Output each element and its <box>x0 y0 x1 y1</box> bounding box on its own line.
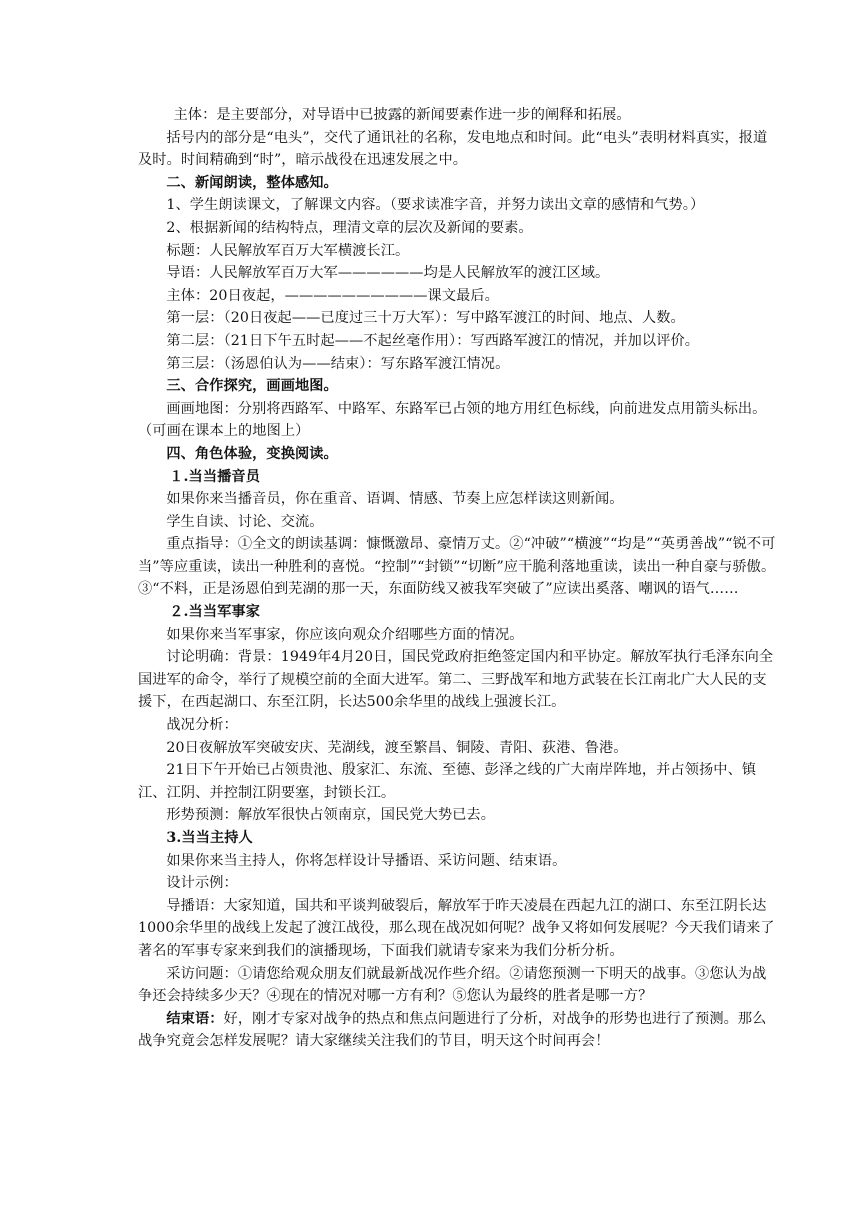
body-paragraph: 设计示例： <box>166 875 238 892</box>
closing-text: 好，刚才专家对战争的热点和焦点问题进行了分析，对战争的形势也进行了预测。那么战争究竟会怎样发展呢？请大家继续关注我们的节目，明天这个时间再会！ <box>138 1010 767 1050</box>
section-heading: 三、合作探究，画画地图。 <box>166 378 338 395</box>
body-paragraph: 讨论明确：背景：1949年4月20日，国民党政府拒绝签定国内和平协定。解放军执行毛泽东向全国进军的命令，举行了规模空前的全面大进军。第二、三野战军和地方武装在长江南北广大人民的支援下，在西起湖口、东至江阴，长达500余华里的战线上强渡长江。 <box>138 649 774 711</box>
body-paragraph: 如果你来当主持人，你将怎样设计导播语、采访问题、结束语。 <box>166 852 567 869</box>
body-paragraph: 标题：人民解放军百万大军横渡长江。 <box>166 242 410 259</box>
section-heading: 二、新闻朗读，整体感知。 <box>166 174 338 191</box>
body-paragraph: 第二层：（21日下午五时起——不起丝毫作用）：写西路军渡江的情况，并加以评价。 <box>166 332 700 349</box>
body-paragraph: 学生自读、讨论、交流。 <box>166 513 324 530</box>
section-heading: １.当当播音员 <box>169 468 260 485</box>
body-paragraph: 第一层：（20日夜起——已度过三十万大军）：写中路军渡江的时间、地点、人数。 <box>166 310 685 327</box>
body-paragraph: 2、根据新闻的结构特点，理清文章的层次及新闻的要素。 <box>166 219 533 236</box>
closing-paragraph <box>138 1008 778 1053</box>
closing-label: 结束语： <box>166 1010 224 1027</box>
body-paragraph: 20日夜解放军突破安庆、芜湖线，渡至繁昌、铜陵、青阳、荻港、鲁港。 <box>166 739 628 756</box>
body-paragraph: 主体：20日夜起，——————————课文最后。 <box>166 287 499 304</box>
body-paragraph: 重点指导：①全文的朗读基调：慷慨激昂、豪情万丈。②“冲破”“横渡”“均是”“英勇善战”“锐不可当”等应重读，读出一种胜利的喜悦。“控制”“封锁”“切断”应干脆利落地重读，读出一种自豪与骄傲。③“不料，正是汤恩伯到芜湖的那一天，东面防线又被我军突破了”应读出奚落、嘲讽的语气…… <box>138 536 776 598</box>
body-paragraph: 导语：人民解放军百万大军——————均是人民解放军的渡江区域。 <box>166 265 610 282</box>
body-paragraph: 主体：是主要部分，对导语中已披露的新闻要素作进一步的阐释和拓展。 <box>173 107 631 123</box>
document-body <box>138 104 778 1053</box>
section-heading: 四、角色体验，变换阅读。 <box>166 445 338 462</box>
body-paragraph: 画画地图：分别将西路军、中路军、东路军已占领的地方用红色标线，向前进发点用箭头标出。（可画在课本上的地图上） <box>138 400 767 440</box>
body-paragraph: 战况分析： <box>166 717 238 734</box>
body-paragraph: 如果你来当播音员，你在重音、语调、情感、节奏上应怎样读这则新闻。 <box>166 491 624 508</box>
body-paragraph: 1、学生朗读课文，了解课文内容。（要求读准字音，并努力读出文章的感情和气势。） <box>166 197 705 214</box>
body-paragraph: 括号内的部分是“电头”，交代了通讯社的名称，发电地点和时间。此“电头”表明材料真实，报道及时。时间精确到“时”，暗示战役在迅速发展之中。 <box>138 129 768 169</box>
body-paragraph: 如果你来当军事家，你应该向观众介绍哪些方面的情况。 <box>166 626 524 643</box>
body-paragraph: 第三层：（汤恩伯认为——结束）：写东路军渡江情况。 <box>166 355 510 372</box>
body-paragraph: 采访问题：①请您给观众朋友们就最新战况作些介绍。②请您预测一下明天的战事。③您认为战争还会持续多少天？④现在的情况对哪一方有利？⑤您认为最终的胜者是哪一方？ <box>138 965 767 1005</box>
body-paragraph: 形势预测：解放军很快占领南京，国民党大势已去。 <box>166 807 496 824</box>
section-heading: 3.当当主持人 <box>166 830 253 846</box>
section-heading: ２.当当军事家 <box>169 604 260 621</box>
body-paragraph: 21日下午开始已占领贵池、殷家汇、东流、至德、彭泽之线的广大南岸阵地，并占领扬中、镇江、江阴、并控制江阴要塞，封锁长江。 <box>138 762 757 801</box>
body-paragraph: 导播语：大家知道，国共和平谈判破裂后，解放军于昨天凌晨在西起九江的湖口、东至江阴长达1000余华里的战线上发起了渡江战役，那么现在战况如何呢？战争又将如何发展呢？今天我们请来了著名的军事专家来到我们的演播现场，下面我们就请专家来为我们分析分析。 <box>138 897 775 959</box>
